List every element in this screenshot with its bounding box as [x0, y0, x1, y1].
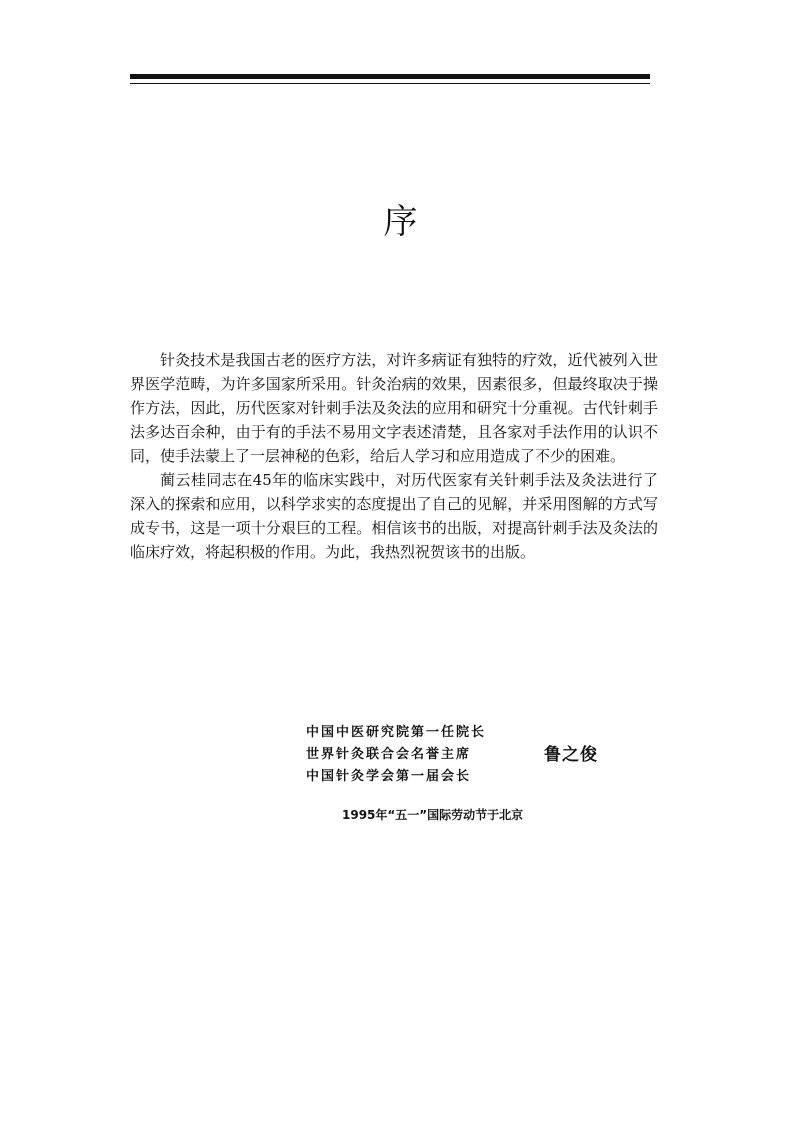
header-rule-thick — [130, 74, 650, 79]
header-rule-thin — [130, 83, 650, 84]
signature-title-3: 中国针灸学会第一届会长 — [306, 769, 472, 784]
paragraph-1: 针灸技术是我国古老的医疗方法，对许多病证有独特的疗效，近代被列入世界医学范畴，为许多国家所采用。针灸治病的效果，因素很多，但最终取决于操作方法，因此，历代医家对针刺手法及灸法的应用和研究十分重视。古代针刺手法多达百余种，由于有的手法不易用文字表述清楚，且各家对手法作用的认识不同，使手法蒙上了一层神秘的色彩，给后人学习和应用造成了不少的困难。 — [130, 351, 658, 465]
preface-body — [130, 348, 658, 564]
signature-title-1: 中国中医研究院第一任院长 — [306, 725, 487, 740]
paragraph-2: 蔺云桂同志在45年的临床实践中，对历代医家有关针刺手法及灸法进行了深入的探索和应用，以科学求实的态度提出了自己的见解，并采用图解的方式写成专书，这是一项十分艰巨的工程。相信该书的出版，对提高针刺手法及灸法的临床疗效，将起积极的作用。为此，我热烈祝贺该书的出版。 — [130, 471, 658, 561]
signature-date: 1995年“五一”国际劳动节于北京 — [342, 808, 524, 822]
signature-name: 鲁之俊 — [544, 745, 598, 765]
page-title: 序 — [383, 202, 418, 242]
signature-title-2: 世界针灸联合会名誉主席 — [306, 747, 472, 762]
signature-block — [306, 722, 666, 788]
